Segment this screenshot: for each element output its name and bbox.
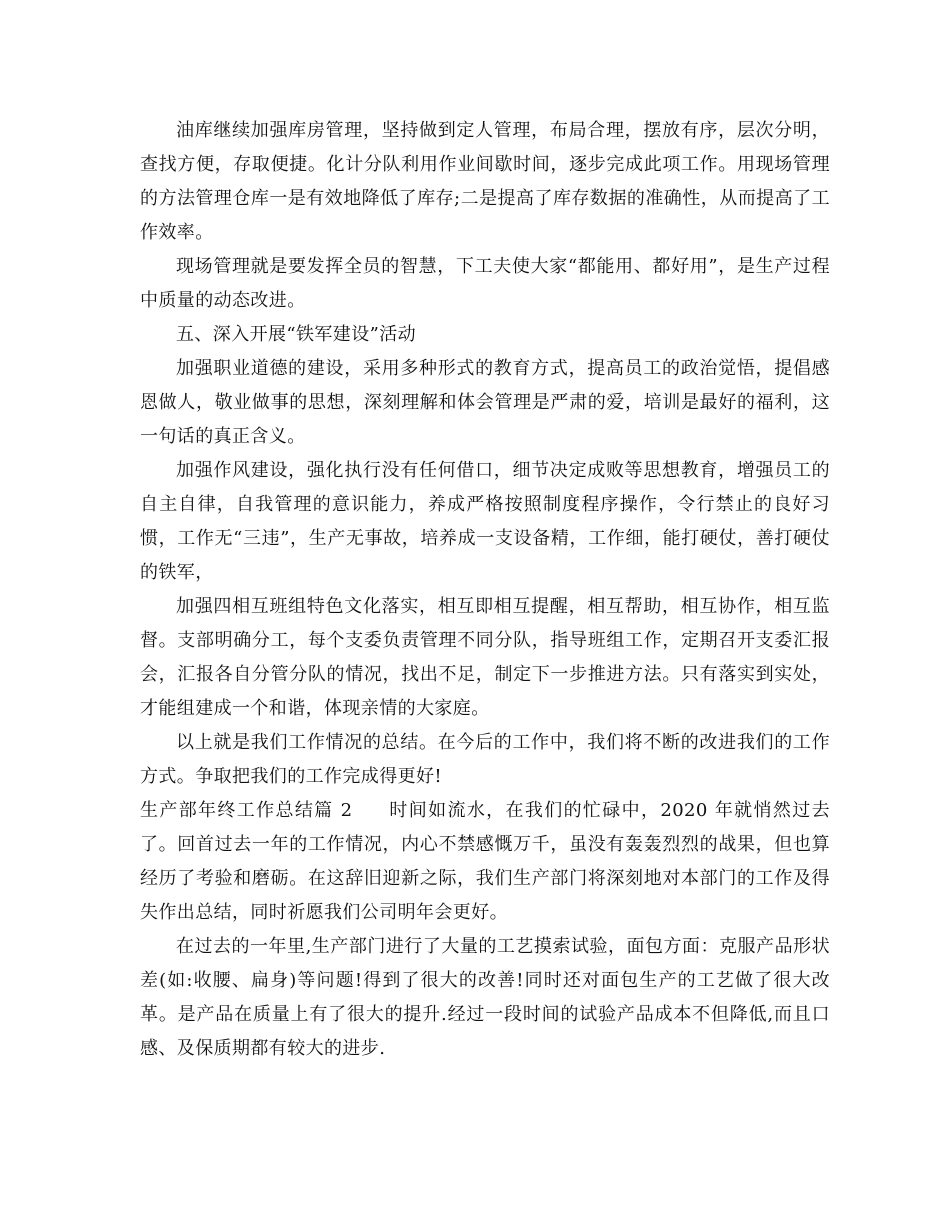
paragraph-summary-conclusion: 以上就是我们工作情况的总结。在今后的工作中，我们将不断的改进我们的工作方式。争取把我们的工作完成得更好! — [140, 732, 830, 787]
paragraph-work-style: 加强作风建设，强化执行没有任何借口，细节决定成败等思想教育，增强员工的自主自律，自我管理的意识能力，养成严格按照制度程序操作，令行禁止的良好习惯，工作无“三违”，生产无事故，培养成一支设备精，工作细，能打硬仗，善打硬仗的铁军， — [140, 460, 830, 583]
paragraph-onsite-management: 现场管理就是要发挥全员的智慧，下工夫使大家“都能用、都好用”，是生产过程中质量的动态改进。 — [140, 256, 830, 311]
paragraph-team-culture: 加强四相互班组特色文化落实，相互即相互提醒，相互帮助，相互协作，相互监督。支部明确分工，每个支委负责管理不同分队，指导班组工作，定期召开支委汇报会，汇报各自分管分队的情况，找出不足，制定下一步推进方法。只有落实到实处，才能组建成一个和谐，体现亲情的大家庭。 — [140, 596, 830, 719]
paragraph-professional-ethics: 加强职业道德的建设，采用多种形式的教育方式，提高员工的政治觉悟，提倡感恩做人，敬业做事的思想，深刻理解和体会管理是严肃的爱，培训是最好的福利，这一句话的真正含义。 — [140, 358, 830, 447]
section-2-intro — [140, 794, 830, 930]
section-heading-iron-army: 五、深入开展“铁军建设”活动 — [176, 324, 417, 345]
document-body — [140, 114, 830, 1066]
section-2-intro-text: 时间如流水，在我们的忙碌中，2020 年就悄然过去了。回首过去一年的工作情况，内心不禁感慨万千，虽没有轰轰烈烈的战果，但也算经历了考验和磨砺。在这辞旧迎新之际，我们生产部门将深刻地对本部门的工作及得失作出总结，同时祈愿我们公司明年会更好。 — [140, 800, 830, 923]
section-2-title: 生产部年终工作总结篇 2 — [140, 800, 353, 821]
paragraph-warehouse-management: 油库继续加强库房管理，坚持做到定人管理，布局合理，摆放有序，层次分明，查找方便，存取便捷。化计分队利用作业间歇时间，逐步完成此项工作。用现场管理的方法管理仓库一是有效地降低了库存;二是提高了库存数据的准确性，从而提高了工作效率。 — [140, 120, 830, 243]
paragraph-bread-process: 在过去的一年里,生产部门进行了大量的工艺摸索试验，面包方面：克服产品形状差(如:收腰、扁身)等问题!得到了很大的改善!同时还对面包生产的工艺做了很大改革。是产品在质量上有了很大的提升.经过一段时间的试验产品成本不但降低,而且口感、及保质期都有较大的进步. — [140, 936, 830, 1059]
